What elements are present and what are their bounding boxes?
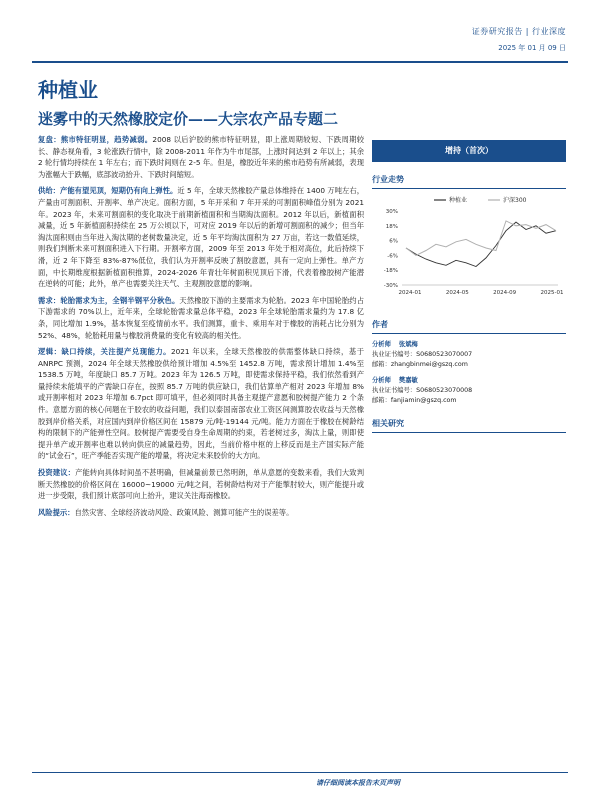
- analyst-name-line: [372, 340, 566, 350]
- analyst-cert: 执业证书编号：S0680523070008: [372, 387, 473, 394]
- paragraph-text: 近 5 年，全球天然橡胶产量总体维持在 1400 万吨左右，产量由可割面积、开割率、单产决定。面积方面，5 年开采和 7 年开采的可割面积峰值分别为 2021 年。2023 年，未来可割面积的变化取决于前期新植面积和当期淘汰面积。2012 年以后，新植面积减量，近 5 年新植面积持续在 25 万公顷以下，可对应 2019 年以后的新增可割面积的减少；但当年淘汰面积则由当年进入淘汰期的老树数量决定，近 5 年平均淘汰面积为 27 万亩，若这一数值延续，则我们判断未来可割面积进入下行期。开割率方面，2009 年至 2013 年处于相对高位，此后持续下滑，近 2 年下降至 83%-87%低位，我们认为开割率反映了割胶意愿，具有一定向上弹性。单产方面，中长期维度根据新植面积推算，2024-2026 年青壮年树面积见顶后下滑，代表着橡胶树产能潜在逆转的可能；此外，单产也需要关注天气、主观割胶意愿的影响。: [38, 186, 364, 289]
- paragraph-lead: 风险提示：: [38, 507, 75, 517]
- analyst-name: 张斌梅: [398, 341, 418, 348]
- paragraph-text: 2021 年以来，全球天然橡胶的供需整体缺口持续，基于 ANRPC 预测，2024 年全球天然橡胶供给预计增加 4.5%至 1452.8 万吨，需求预计增加 1.4%至 1538.5 万吨，年度缺口 85.7 万吨。2023 年为 126.5 万吨，即使需求保持平稳，我们依然看到产量持续未能填平的产需缺口存在，按照 85.7 万吨的供应缺口，我们估算单产相对 2023 年增加 8%或开割率相对 2023 年增加 6.7pct 即可填平，但必须同时具备主观提产意愿和胶树提产能力 2 个条件。意愿方面的核心问题在于胶农的收益问题，我们以泰国南部农业工资区间测算胶农收益与天然橡胶到岸价格关系，对应国内到岸价格区间在 15879 元/吨-19144 元/吨。能力方面在于橡胶在树龄结构的限制下的产能弹性空间。胶树提产需要受自身生命周期的约束，若老树过多，淘汰上量，则即使提升单产或开割率也难以转向供应的减量趋势，因此，当前价格中枢的上移反而是主产国实际产能的“试金石”，旺产季能否实现产能的增量，将决定未来胶价的大方向。: [38, 347, 365, 461]
- analyst-email[interactable]: 邮箱：zhangbinmei@gszq.com: [372, 361, 468, 368]
- report-body: [38, 134, 364, 523]
- series-line-2: [406, 221, 556, 256]
- analyst-email[interactable]: 邮箱：fanjiamin@gszq.com: [372, 397, 457, 404]
- legend-label: 种植业: [449, 197, 468, 204]
- paragraph-text: 产能转向具体时间虽不甚明确，但减量前景已然明朗，单从意愿的变数来看，我们大致判断天然橡胶的价格区间在 16000~19000 元/吨之间，若树龄结构对于产能掣肘较大，则产能提升或进一步受限，我们预计底部可向上抬升，建议关注海南橡胶。: [38, 468, 365, 501]
- analyst-role: 分析师: [372, 377, 391, 384]
- footer-rule: [32, 772, 568, 773]
- paragraph-lead: 逻辑：缺口持续，关注提产兑现能力。: [38, 347, 171, 357]
- rating-badge: 增持（首次）: [372, 140, 566, 162]
- paragraph-text: 自然灾害、全球经济波动风险、政策风险、测算可能产生的误差等。: [74, 507, 294, 517]
- y-tick-label: 30%: [385, 209, 398, 215]
- footer-disclaimer: 请仔细阅读本报告末页声明: [316, 779, 400, 787]
- paragraph-supply: [38, 185, 364, 289]
- x-tick-label: 2024-05: [445, 290, 469, 296]
- analyst-role: 分析师: [372, 341, 391, 348]
- x-tick-label: 2024-09: [493, 290, 517, 296]
- y-tick-label: -30%: [383, 283, 398, 289]
- sector-title: 种植业: [38, 78, 98, 102]
- analyst-name: 樊嘉敏: [398, 377, 418, 384]
- series-line-1: [406, 222, 556, 266]
- analyst-name-line: [372, 376, 566, 386]
- legend-label: 沪深300: [503, 197, 527, 204]
- paragraph-text: 2008 以后沪胶的熊市特征明显，即上涨周期较短、下跌周期较长、静态视角看，3 轮涨跌行情中，除 2008-2011 年作为牛市尾部，上涨时间达到 2 年以上；其余 2 轮行情均持续在 1 年左右；而下跌时间则在 2-5 年。但是，橡胶近年来的熊市趋势有所减弱，表现为涨幅大于跌幅，底部波动抬升、下跌时间缩短。: [38, 135, 365, 179]
- related-research-heading: 相关研究: [372, 418, 566, 433]
- x-tick-label: 2024-01: [398, 290, 422, 296]
- y-tick-label: -18%: [383, 268, 398, 275]
- sidebar: [372, 140, 566, 433]
- report-header: [472, 26, 566, 53]
- y-tick-label: 6%: [389, 238, 398, 245]
- report-title: 迷雾中的天然橡胶定价——大宗农产品专题二: [38, 110, 339, 128]
- y-tick-label: 18%: [385, 223, 398, 230]
- x-tick-label: 2025-01: [540, 290, 564, 296]
- trend-heading: 行业走势: [372, 174, 566, 189]
- paragraph-logic: [38, 346, 364, 462]
- paragraph-lead: 需求：轮胎需求为主，全钢半钢平分秋色。: [38, 295, 180, 305]
- analyst-cert: 执业证书编号：S0680523070007: [372, 351, 473, 358]
- trend-chart: [372, 193, 566, 303]
- author-heading: 作者: [372, 319, 566, 334]
- paragraph-investment: [38, 467, 364, 502]
- y-tick-label: -6%: [387, 253, 398, 260]
- header-rule: [32, 61, 568, 63]
- paragraph-risk: [38, 507, 364, 519]
- paragraph-lead: 复盘：熊市特征明显，趋势减弱。: [38, 135, 153, 144]
- paragraph-lead: 投资建议：: [38, 468, 76, 478]
- paragraph-text: 天然橡胶下游的主要需求为轮胎。2023 年中国轮胎约占下游需求的 70%以上，近年来，全球轮胎需求量总体平稳，2023 年全球轮胎需求量约为 17.8 亿条，同比增加 1.9%，基本恢复至疫情前水平。我们测算，重卡、乘用车对于橡胶的消耗占比分别为 52%、48%，轮胎耗用量与橡胶消费量的变化有较高的相关性。: [38, 295, 364, 340]
- trend-chart-container: [372, 193, 566, 307]
- paragraph-demand: [38, 295, 364, 341]
- analyst-2: [372, 376, 566, 406]
- report-date: 2025 年 01 月 09 日: [498, 44, 566, 52]
- paragraph-review: [38, 134, 364, 180]
- report-type-tags: 证券研究报告 | 行业深度: [471, 27, 566, 36]
- paragraph-lead: 供给：产能有望见顶，短期仍有向上弹性。: [38, 186, 178, 196]
- analyst-1: [372, 340, 566, 370]
